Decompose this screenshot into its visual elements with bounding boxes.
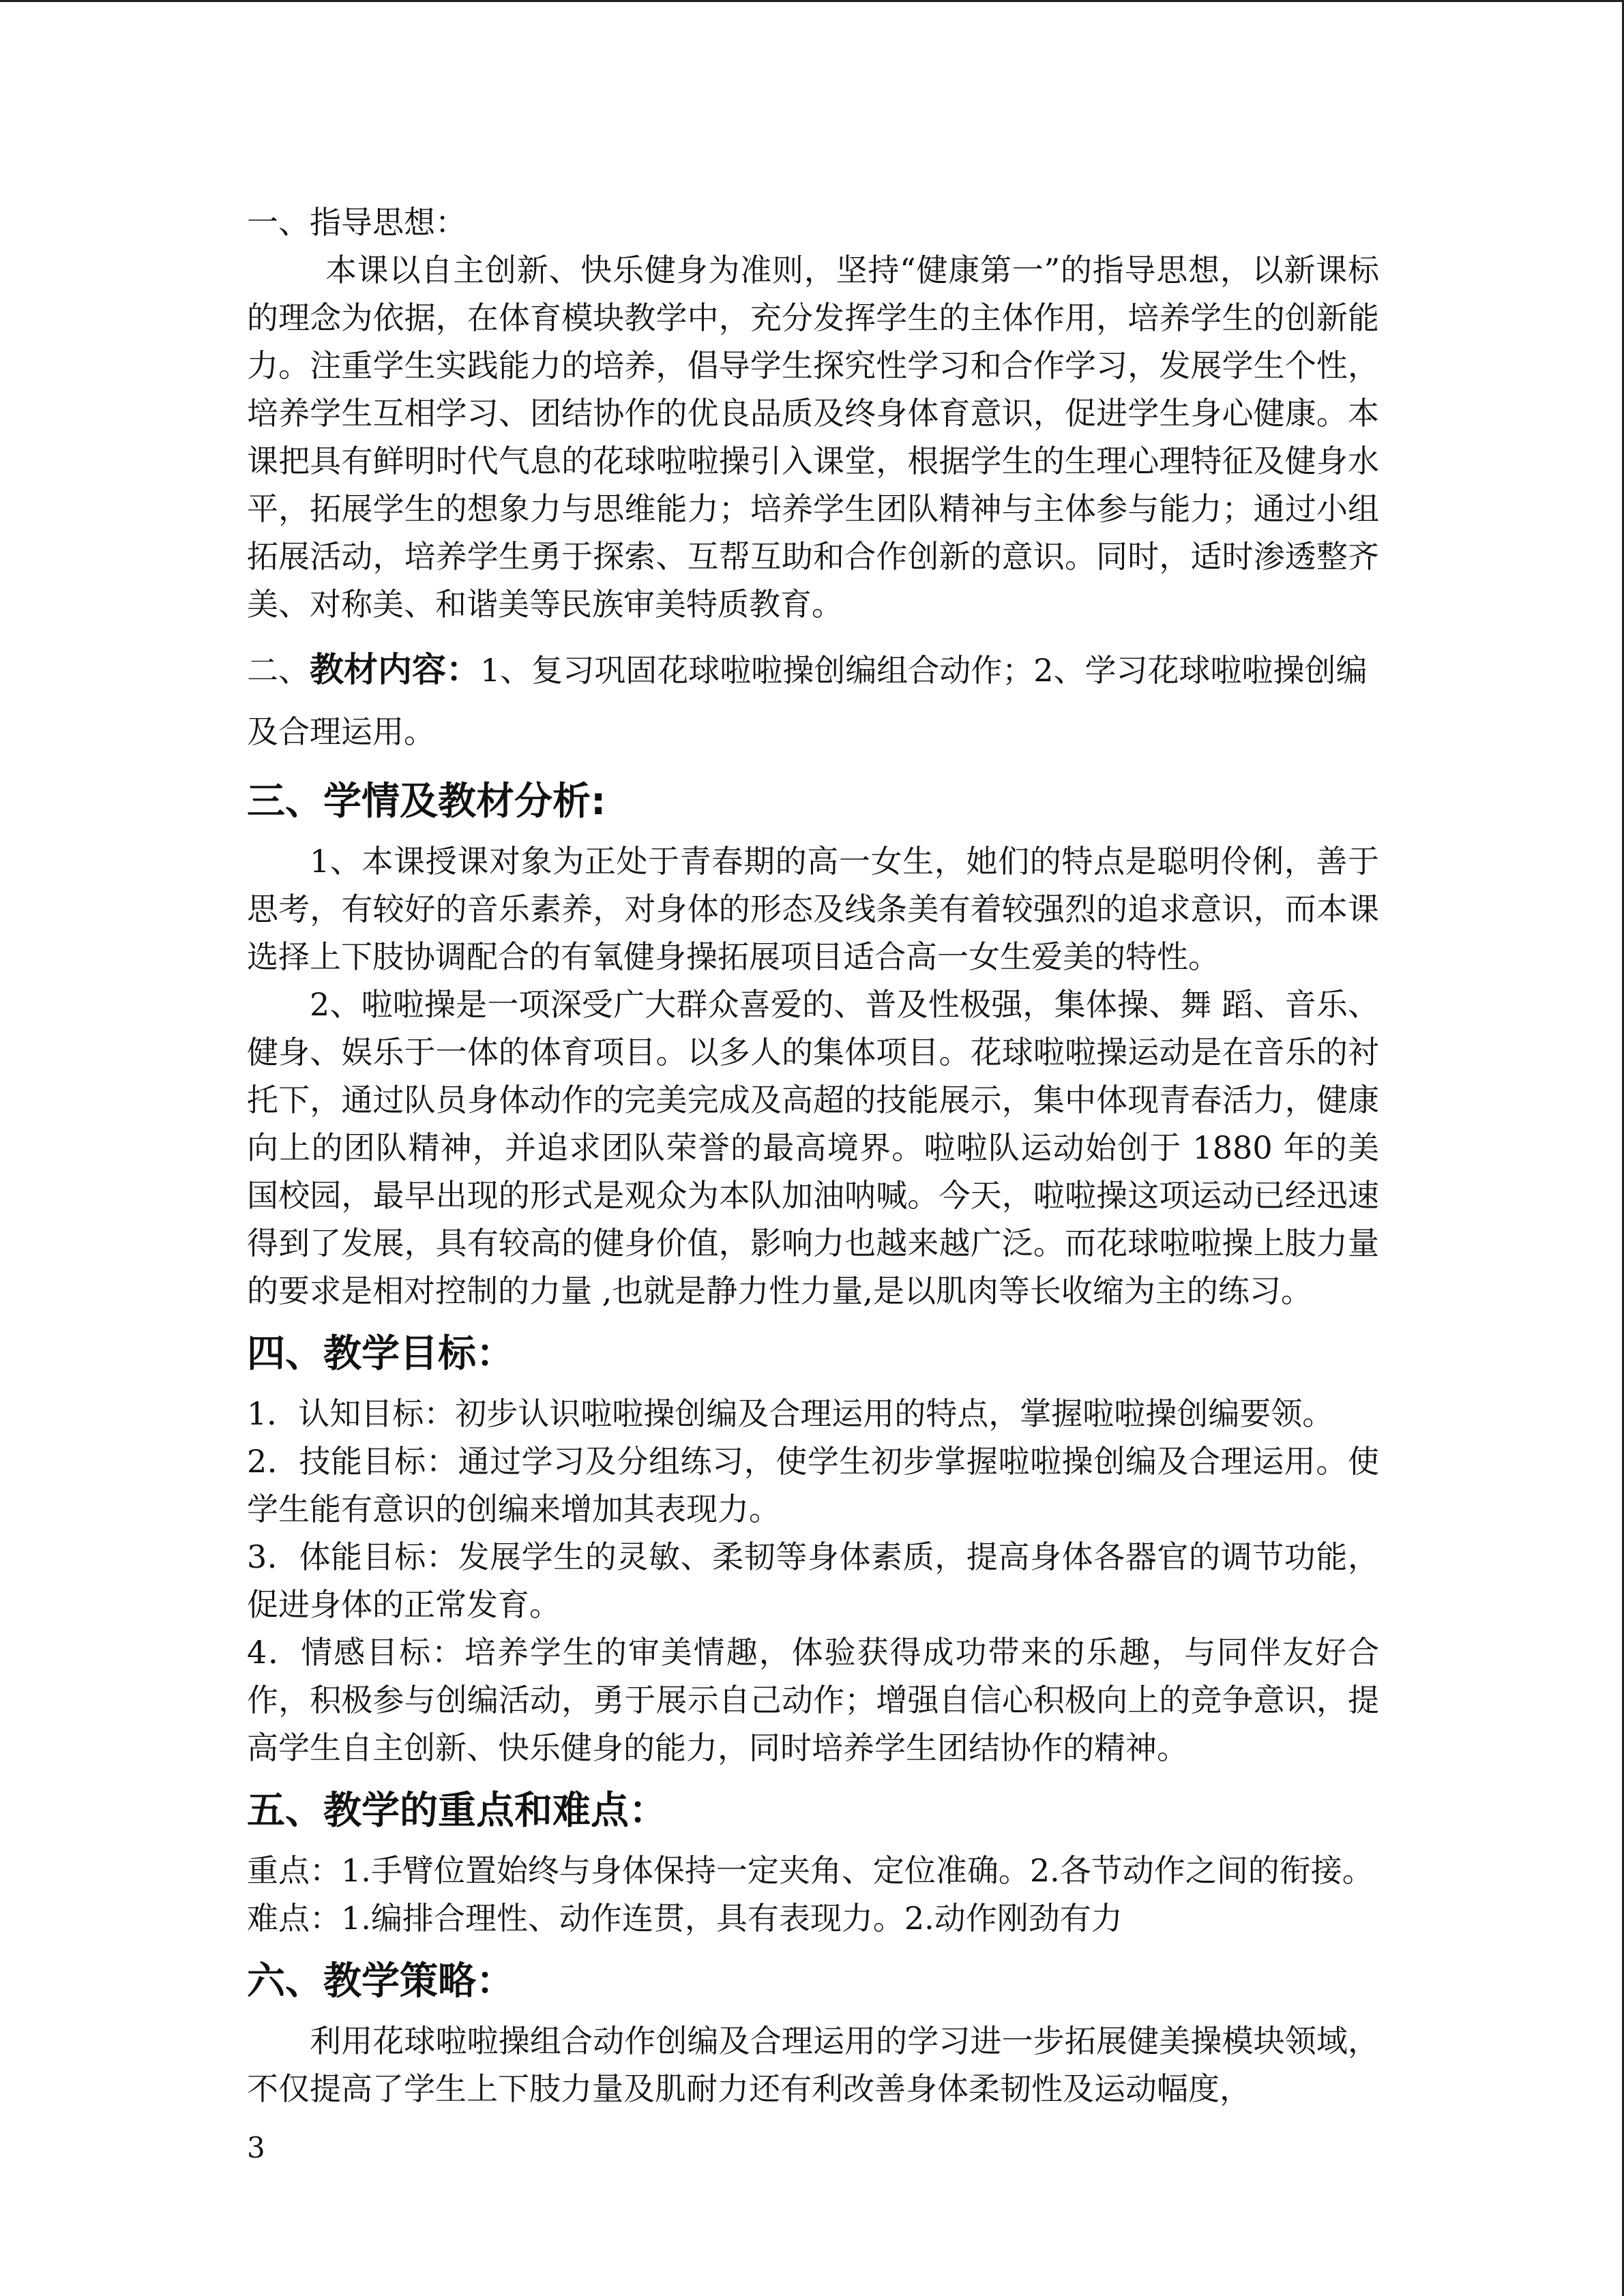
- page-number: 3: [247, 2131, 265, 2164]
- section-2-text: 1、复习巩固花球啦啦操创编组合动作；2、学习花球啦啦操创编及合理运用。: [247, 652, 1368, 750]
- difficulty: 难点：1.编排合理性、动作连贯，具有表现力。2.动作刚劲有力: [247, 1900, 1123, 1937]
- section-5-heading: 五、教学的重点和难点：: [247, 1789, 667, 1833]
- section-2-label: 教材内容：: [310, 650, 480, 689]
- section-3-paragraph-1: 1、本课授课对象为正处于青春期的高一女生，她们的特点是聪明伶俐，善于思考，有较好的音乐素养，对身体的形态及线条美有着较强烈的追求意识，而本课选择上下肢协调配合的有氧健身操拓展项目适合高一女生爱美的特性。: [247, 843, 1379, 975]
- section-6-heading: 六、教学策略：: [247, 1959, 514, 2003]
- section-2: [247, 639, 1379, 762]
- key-point: 重点：1.手臂位置始终与身体保持一定夹角、定位准确。2.各节动作之间的衔接。: [247, 1852, 1374, 1889]
- section-1-heading: 一、指导思想：: [247, 204, 467, 241]
- section-4-heading: 四、教学目标：: [247, 1332, 514, 1376]
- page-content: [247, 198, 1379, 2113]
- section-2-prefix: 二、: [247, 652, 310, 689]
- section-3-paragraph-2: 2、啦啦操是一项深受广大群众喜爱的、普及性极强，集体操、舞 蹈、音乐、健身、娱乐于一体的体育项目。以多人的集体项目。花球啦啦操运动是在音乐的衬托下，通过队员身体动作的完美完成及高超的技能展示，集中体现青春活力，健康向上的团队精神，并追求团队荣誉的最高境界。啦啦队运动始创于 1880 年的美国校园，最早出现的形式是观众为本队加油呐喊。今天，啦啦操这项运动已经迅速得到了发展，具有较高的健身价值，影响力也越来越广泛。而花球啦啦操上肢力量的要求是相对控制的力量 ,也就是静力性力量,是以肌肉等长收缩为主的练习。: [247, 986, 1379, 1309]
- section-1-paragraph: 本课以自主创新、快乐健身为准则，坚持“健康第一”的指导思想，以新课标的理念为依据，在体育模块教学中，充分发挥学生的主体作用，培养学生的创新能力。注重学生实践能力的培养，倡导学生探究性学习和合作学习，发展学生个性，培养学生互相学习、团结协作的优良品质及终身体育意识，促进学生身心健康。本课把具有鲜明时代气息的花球啦啦操引入课堂，根据学生的生理心理特征及健身水平，拓展学生的想象力与思维能力；培养学生团队精神与主体参与能力；通过小组拓展活动，培养学生勇于探索、互帮互助和合作创新的意识。同时，适时渗透整齐美、对称美、和谐美等民族审美特质教育。: [247, 252, 1379, 623]
- goal-item-4: 4．情感目标：培养学生的审美情趣，体验获得成功带来的乐趣，与同伴友好合作，积极参与创编活动，勇于展示自己动作；增强自信心积极向上的竞争意识，提高学生自主创新、快乐健身的能力，同时培养学生团结协作的精神。: [247, 1634, 1379, 1766]
- goal-item-1: 1．认知目标：初步认识啦啦操创编及合理运用的特点，掌握啦啦操创编要领。: [247, 1395, 1334, 1432]
- goal-item-2: 2．技能目标：通过学习及分组练习，使学生初步掌握啦啦操创编及合理运用。使学生能有意识的创编来增加其表现力。: [247, 1443, 1379, 1527]
- goal-item-3: 3．体能目标：发展学生的灵敏、柔韧等身体素质，提高身体各器官的调节功能，促进身体的正常发育。: [247, 1538, 1379, 1623]
- section-6-paragraph: 利用花球啦啦操组合动作创编及合理运用的学习进一步拓展健美操模块领域，不仅提高了学生上下肢力量及肌耐力还有利改善身体柔韧性及运动幅度，: [247, 2023, 1379, 2107]
- section-3-heading: 三、学情及教材分析:: [247, 779, 606, 824]
